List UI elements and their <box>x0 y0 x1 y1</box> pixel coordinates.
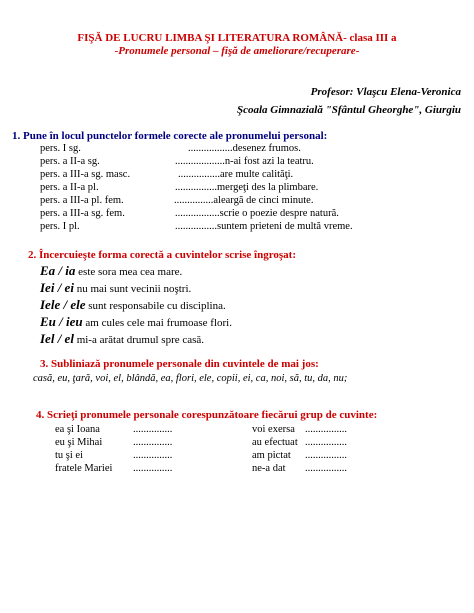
answer-blank: ............... <box>133 437 173 448</box>
exercise-1-heading: 1. Pune în locul punctelor formele corecte ale pronumelui personal: <box>12 130 328 142</box>
exercise-3-heading: 3. Subliniază pronumele personale din cuvintele de mai jos: <box>40 358 319 370</box>
exercise-4-heading: 4. Scrieţi pronumele personale corespunzătoare fiecărui grup de cuvinte: <box>36 409 378 421</box>
fill-sentence: ................suntem prieteni de multă vreme. <box>175 221 353 232</box>
pronoun-label: pers. a II-a sg. <box>40 156 100 167</box>
group-left: tu şi ei <box>55 450 83 461</box>
sentence-rest: este sora mea cea mare. <box>75 266 183 278</box>
answer-blank: ................ <box>305 463 347 474</box>
group-left: ea şi Ioana <box>55 424 100 435</box>
group-right: voi exersa <box>252 424 295 435</box>
answer-blank: ................ <box>305 437 347 448</box>
fill-sentence: .................scrie o poezie despre natură. <box>175 208 339 219</box>
sentence-rest: nu mai sunt vecinii noştri. <box>73 283 192 295</box>
exercise-1-list <box>40 143 460 243</box>
answer-blank: ............... <box>133 463 173 474</box>
word-choice: Ea / ia <box>40 263 76 278</box>
worksheet-subtitle: -Pronumele personal – fişă de ameliorare/recuperare- <box>114 45 360 57</box>
fill-sentence: ...............aleargă de cinci minute. <box>174 195 314 206</box>
word-choice: Iei / ei <box>40 280 74 295</box>
word-choice: Eu / ieu <box>40 314 83 329</box>
list-item <box>40 331 204 347</box>
answer-blank: ................ <box>305 424 347 435</box>
list-item <box>40 263 182 279</box>
list-item <box>40 297 226 313</box>
teacher-name: Profesor: Vlaşcu Elena-Veronica <box>310 86 461 98</box>
word-list: casă, eu, ţară, voi, el, blândă, ea, flori, ele, copii, ei, ca, noi, să, tu, da, nu; <box>33 373 348 384</box>
exercise-2-heading: 2. Încercuieşte forma corectă a cuvintelor scrise îngroşat: <box>28 249 297 261</box>
group-left: fratele Mariei <box>55 463 113 474</box>
group-left: eu şi Mihai <box>55 437 103 448</box>
list-item <box>40 280 191 296</box>
group-right: au efectuat <box>252 437 298 448</box>
list-item <box>40 314 232 330</box>
fill-sentence: .................desenez frumos. <box>188 143 301 154</box>
fill-sentence: ................mergeţi des la plimbare. <box>175 182 319 193</box>
sentence-rest: sunt responsabile cu disciplina. <box>85 300 226 312</box>
answer-blank: ............... <box>133 424 173 435</box>
pronoun-label: pers. I pl. <box>40 221 80 232</box>
word-choice: Iel / el <box>40 331 74 346</box>
pronoun-label: pers. a III-a sg. masc. <box>40 169 131 180</box>
pronoun-label: pers. a II-a pl. <box>40 182 99 193</box>
worksheet-title: FIŞĂ DE LUCRU LIMBA ŞI LITERATURA ROMÂNĂ- clasa III a <box>77 32 397 44</box>
pronoun-label: pers. a III-a pl. fem. <box>40 195 124 206</box>
word-choice: Iele / ele <box>40 297 86 312</box>
school-name: Şcoala Gimnazială "Sfântul Gheorghe", Giurgiu <box>236 104 461 116</box>
sentence-rest: mi-a arătat drumul spre casă. <box>73 334 205 346</box>
group-right: ne-a dat <box>252 463 286 474</box>
answer-blank: ................ <box>305 450 347 461</box>
group-right: am pictat <box>252 450 291 461</box>
fill-sentence: ...................n-ai fost azi la teatru. <box>175 156 314 167</box>
fill-sentence: ................are multe calităţi. <box>178 169 294 180</box>
answer-blank: ............... <box>133 450 173 461</box>
pronoun-label: pers. I sg. <box>40 143 81 154</box>
pronoun-label: pers. a III-a sg. fem. <box>40 208 125 219</box>
sentence-rest: am cules cele mai frumoase flori. <box>82 317 232 329</box>
